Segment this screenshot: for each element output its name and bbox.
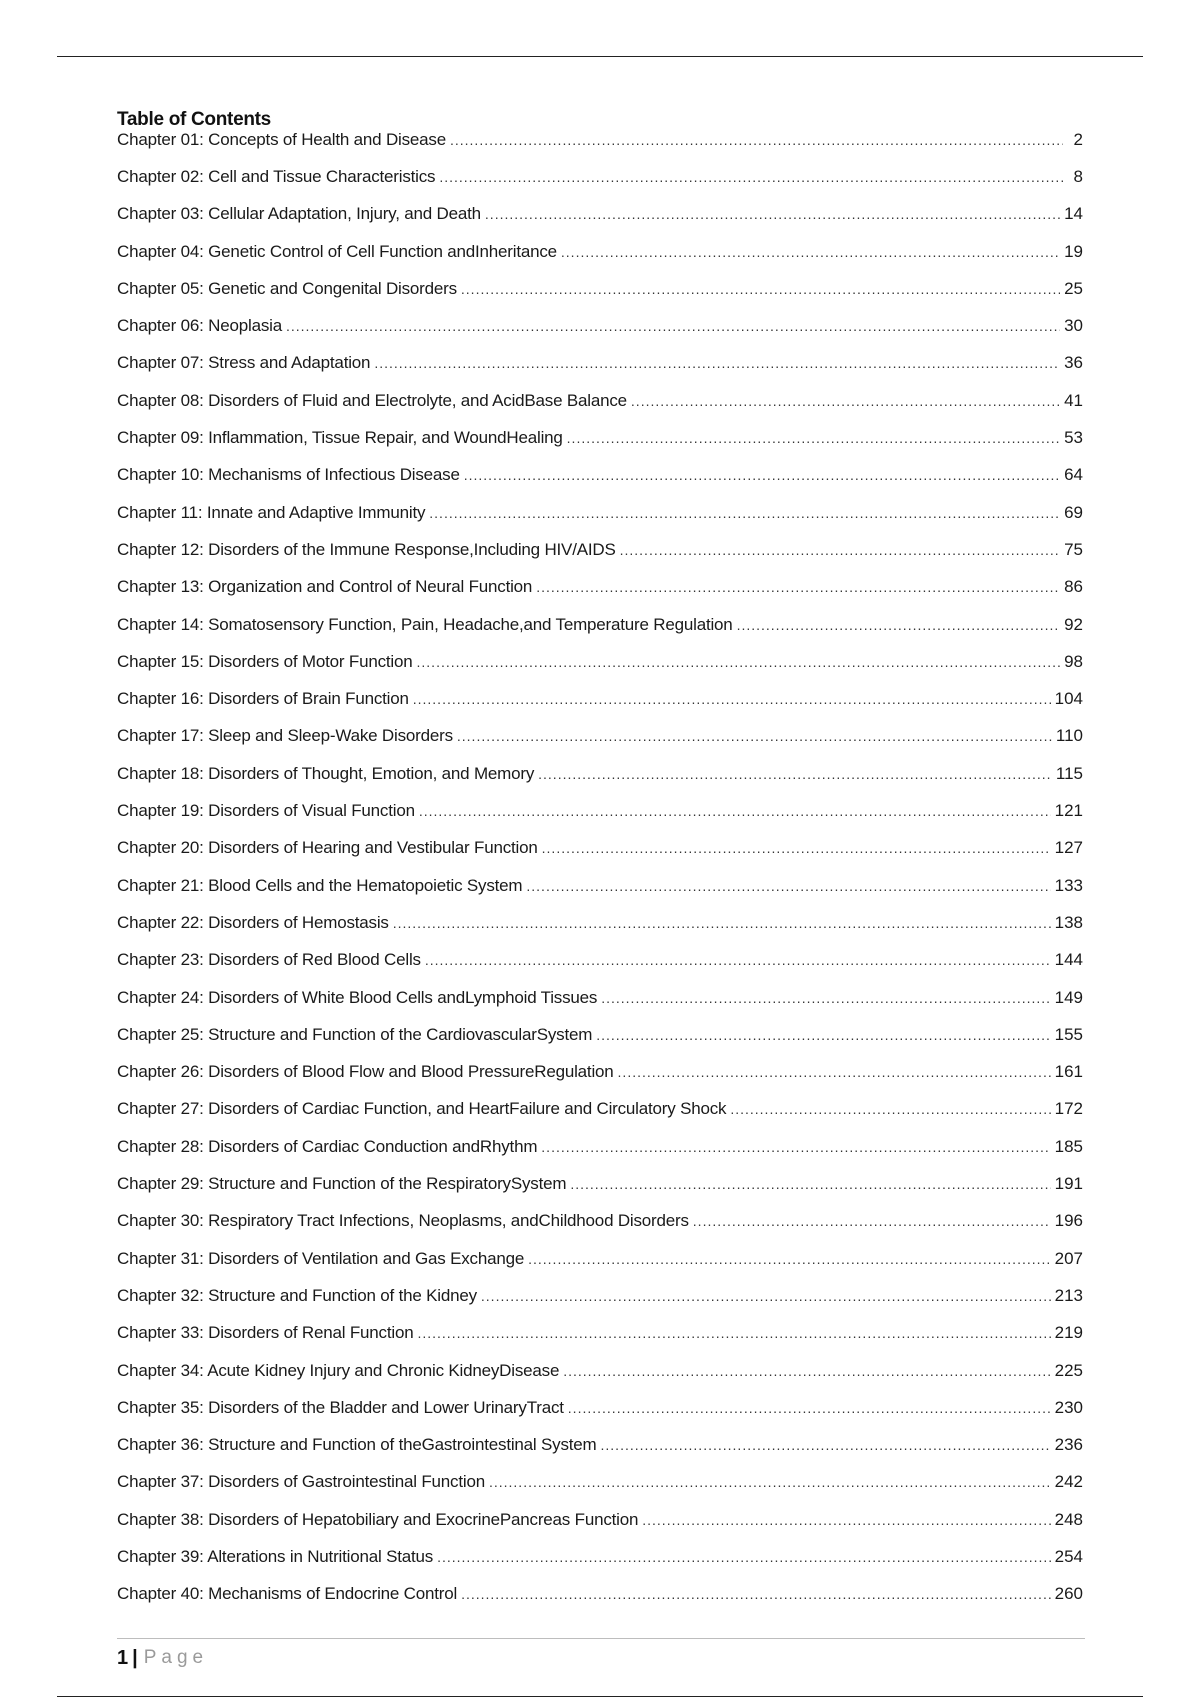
toc-entry[interactable] xyxy=(117,1361,1083,1398)
toc-entry-label: Chapter 36: Structure and Function of theGastrointestinal System xyxy=(117,1435,597,1455)
toc-entry[interactable] xyxy=(117,876,1083,913)
toc-entry-label: Chapter 06: Neoplasia xyxy=(117,316,282,336)
toc-dot-leader xyxy=(528,1249,1051,1269)
toc-entry-page: 14 xyxy=(1064,204,1083,224)
toc-entry[interactable] xyxy=(117,279,1083,316)
toc-entry-page: 161 xyxy=(1054,1062,1083,1082)
toc-dot-leader xyxy=(601,1435,1051,1455)
toc-entry-page: 121 xyxy=(1054,801,1083,821)
page-number: 1 xyxy=(117,1647,129,1669)
toc-entry-label: Chapter 19: Disorders of Visual Function xyxy=(117,801,415,821)
toc-dot-leader xyxy=(568,1398,1051,1418)
page-word: Page xyxy=(143,1647,209,1668)
toc-dot-leader xyxy=(450,130,1063,150)
toc-entry-label: Chapter 13: Organization and Control of Neural Function xyxy=(117,577,533,597)
toc-dot-leader xyxy=(596,1025,1050,1045)
toc-entry-label: Chapter 24: Disorders of White Blood Cells andLymphoid Tissues xyxy=(117,987,598,1007)
footer-rule xyxy=(117,1638,1085,1639)
toc-entry-page: 127 xyxy=(1054,838,1083,858)
toc-entry[interactable] xyxy=(117,764,1083,801)
toc-dot-leader xyxy=(642,1510,1050,1530)
toc-entry-label: Chapter 25: Structure and Function of the CardiovascularSystem xyxy=(117,1024,593,1044)
toc-entry[interactable] xyxy=(117,689,1083,726)
toc-entry-label: Chapter 17: Sleep and Sleep-Wake Disorders xyxy=(117,726,453,746)
toc-dot-leader xyxy=(730,1099,1050,1119)
toc-entry-page: 230 xyxy=(1054,1397,1083,1417)
toc-dot-leader xyxy=(374,353,1060,373)
toc-entry-label: Chapter 33: Disorders of Renal Function xyxy=(117,1323,414,1343)
toc-entry-label: Chapter 02: Cell and Tissue Characteristics xyxy=(117,167,436,186)
toc-dot-leader xyxy=(417,652,1061,672)
toc-entry[interactable] xyxy=(117,1584,1083,1621)
toc-entry[interactable] xyxy=(117,353,1083,390)
toc-entry[interactable] xyxy=(117,465,1083,502)
toc-entry[interactable] xyxy=(117,726,1083,763)
toc-entry-label: Chapter 21: Blood Cells and the Hematopoietic System xyxy=(117,875,523,895)
toc-entry-page: 144 xyxy=(1054,950,1083,970)
toc-entry-page: 92 xyxy=(1064,614,1083,634)
toc-entry[interactable] xyxy=(117,1062,1083,1099)
toc-entry-label: Chapter 35: Disorders of the Bladder and Lower UrinaryTract xyxy=(117,1397,564,1417)
toc-entry-label: Chapter 15: Disorders of Motor Function xyxy=(117,651,413,671)
toc-entry-label: Chapter 34: Acute Kidney Injury and Chronic KidneyDisease xyxy=(117,1360,560,1380)
toc-entry-page: 19 xyxy=(1064,241,1083,261)
toc-entry-label: Chapter 07: Stress and Adaptation xyxy=(117,353,371,373)
toc-entry-page: 191 xyxy=(1054,1174,1083,1194)
toc-entry[interactable] xyxy=(117,1174,1083,1211)
toc-dot-leader xyxy=(631,391,1060,411)
toc-entry[interactable] xyxy=(117,204,1083,241)
bottom-rule xyxy=(57,1696,1143,1697)
toc-entry-page: 8 xyxy=(1073,167,1083,186)
toc-entry[interactable] xyxy=(117,242,1083,279)
toc-entry-page: 219 xyxy=(1054,1323,1083,1343)
toc-entry[interactable] xyxy=(117,316,1083,353)
toc-entry-page: 41 xyxy=(1064,390,1083,410)
toc-entry-page: 115 xyxy=(1055,763,1083,783)
toc-entry[interactable] xyxy=(117,1286,1083,1323)
toc-entry[interactable] xyxy=(117,1398,1083,1435)
toc-dot-leader xyxy=(620,540,1060,560)
toc-entry-page: 149 xyxy=(1054,987,1083,1007)
toc-entry-label: Chapter 39: Alterations in Nutritional Status xyxy=(117,1546,434,1566)
toc-entry-label: Chapter 40: Mechanisms of Endocrine Control xyxy=(117,1584,458,1604)
toc-dot-leader xyxy=(536,577,1060,597)
toc-dot-leader xyxy=(538,764,1052,784)
toc-dot-leader xyxy=(541,1137,1050,1157)
toc-entry-page: 155 xyxy=(1054,1024,1083,1044)
toc-entry-label: Chapter 08: Disorders of Fluid and Electrolyte, and AcidBase Balance xyxy=(117,390,627,410)
toc-dot-leader xyxy=(286,316,1060,336)
toc-title: Table of Contents xyxy=(117,109,271,130)
toc-entry[interactable] xyxy=(117,950,1083,987)
toc-dot-leader xyxy=(439,167,1063,187)
toc-entry-label: Chapter 14: Somatosensory Function, Pain, Headache,and Temperature Regulation xyxy=(117,614,733,634)
toc-dot-leader xyxy=(737,615,1061,635)
toc-entry[interactable] xyxy=(117,1099,1083,1136)
toc-entry-label: Chapter 04: Genetic Control of Cell Function andInheritance xyxy=(117,241,557,261)
toc-entry-label: Chapter 26: Disorders of Blood Flow and Blood PressureRegulation xyxy=(117,1062,614,1082)
toc-entry-page: 2 xyxy=(1073,130,1083,149)
header-rule xyxy=(57,56,1143,57)
toc-entry[interactable] xyxy=(117,1249,1083,1286)
toc-entry-label: Chapter 18: Disorders of Thought, Emotion, and Memory xyxy=(117,763,535,783)
toc-entry[interactable] xyxy=(117,1137,1083,1174)
toc-entry[interactable] xyxy=(117,1547,1083,1584)
toc-dot-leader xyxy=(425,950,1051,970)
toc-dot-leader xyxy=(618,1062,1051,1082)
toc-entry-page: 225 xyxy=(1054,1360,1083,1380)
toc-entry-page: 75 xyxy=(1064,539,1083,559)
toc-entry-page: 207 xyxy=(1054,1248,1083,1268)
toc-dot-leader xyxy=(457,726,1052,746)
toc-entry-page: 213 xyxy=(1054,1285,1083,1305)
toc-entry-label: Chapter 22: Disorders of Hemostasis xyxy=(117,912,389,932)
toc-entry-label: Chapter 38: Disorders of Hepatobiliary and ExocrinePancreas Function xyxy=(117,1509,639,1529)
toc-entry-label: Chapter 16: Disorders of Brain Function xyxy=(117,689,409,709)
toc-entry-page: 30 xyxy=(1064,316,1083,336)
toc-entry[interactable] xyxy=(117,1435,1083,1472)
toc-entry-label: Chapter 32: Structure and Function of the Kidney xyxy=(117,1285,477,1305)
toc-dot-leader xyxy=(464,465,1060,485)
toc-entry-page: 53 xyxy=(1064,428,1083,448)
toc-entry-label: Chapter 12: Disorders of the Immune Response,Including HIV/AIDS xyxy=(117,539,616,559)
toc-entry-label: Chapter 30: Respiratory Tract Infections, Neoplasms, andChildhood Disorders xyxy=(117,1211,689,1231)
toc-entry[interactable] xyxy=(117,503,1083,540)
toc-entry[interactable] xyxy=(117,801,1083,838)
toc-entry[interactable] xyxy=(117,1025,1083,1062)
toc-dot-leader xyxy=(481,1286,1051,1306)
toc-entry-page: 242 xyxy=(1054,1472,1083,1492)
toc-dot-leader xyxy=(693,1211,1051,1231)
toc-dot-leader xyxy=(601,988,1050,1008)
toc-entry-page: 104 xyxy=(1054,689,1083,709)
toc-entry[interactable] xyxy=(117,652,1083,689)
toc-entry-page: 254 xyxy=(1054,1546,1083,1566)
toc-entry-page: 69 xyxy=(1064,502,1083,522)
toc-dot-leader xyxy=(419,801,1051,821)
toc-entry[interactable] xyxy=(117,615,1083,652)
toc-entry[interactable] xyxy=(117,1472,1083,1509)
toc-entry-label: Chapter 29: Structure and Function of the RespiratorySystem xyxy=(117,1174,567,1194)
toc-dot-leader xyxy=(393,913,1051,933)
toc-entry-label: Chapter 03: Cellular Adaptation, Injury, and Death xyxy=(117,204,481,224)
toc-entry-label: Chapter 37: Disorders of Gastrointestinal Function xyxy=(117,1472,485,1492)
toc-entry-label: Chapter 28: Disorders of Cardiac Conduction andRhythm xyxy=(117,1136,538,1156)
toc-entry-label: Chapter 31: Disorders of Ventilation and Gas Exchange xyxy=(117,1248,525,1268)
toc-dot-leader xyxy=(489,1472,1051,1492)
toc-dot-leader xyxy=(570,1174,1050,1194)
toc-entry-page: 25 xyxy=(1064,278,1083,298)
toc-entry[interactable] xyxy=(117,1323,1083,1360)
toc-dot-leader xyxy=(413,689,1051,709)
footer-separator: | xyxy=(132,1647,138,1669)
toc-entry[interactable] xyxy=(117,130,1083,167)
toc-entry-page: 196 xyxy=(1054,1211,1083,1231)
toc-dot-leader xyxy=(526,876,1050,896)
toc-entry[interactable] xyxy=(117,838,1083,875)
toc-dot-leader xyxy=(461,1584,1051,1604)
toc-entry-label: Chapter 01: Concepts of Health and Disease xyxy=(117,130,446,149)
toc-entry-page: 133 xyxy=(1054,875,1083,895)
toc-entry-page: 64 xyxy=(1064,465,1083,485)
toc-dot-leader xyxy=(461,279,1060,299)
toc-dot-leader xyxy=(567,428,1060,448)
toc-dot-leader xyxy=(437,1547,1051,1567)
toc-entry-label: Chapter 05: Genetic and Congenital Disorders xyxy=(117,278,457,298)
toc-entry-page: 36 xyxy=(1064,353,1083,373)
toc-entry-page: 172 xyxy=(1054,1099,1083,1119)
toc-entry-page: 236 xyxy=(1054,1435,1083,1455)
toc-entry-page: 248 xyxy=(1054,1509,1083,1529)
toc-dot-leader xyxy=(429,503,1060,523)
toc-entry-page: 138 xyxy=(1054,912,1083,932)
toc-entry[interactable] xyxy=(117,577,1083,614)
toc-dot-leader xyxy=(417,1323,1050,1343)
toc-entry-label: Chapter 10: Mechanisms of Infectious Disease xyxy=(117,465,460,485)
toc-dot-leader xyxy=(485,204,1060,224)
toc-entry-page: 185 xyxy=(1054,1136,1083,1156)
toc-entry[interactable] xyxy=(117,913,1083,950)
toc-entry-label: Chapter 23: Disorders of Red Blood Cells xyxy=(117,950,421,970)
table-of-contents xyxy=(117,107,1083,1622)
toc-entry-page: 86 xyxy=(1064,577,1083,597)
toc-entry-label: Chapter 20: Disorders of Hearing and Vestibular Function xyxy=(117,838,538,858)
toc-entry[interactable] xyxy=(117,428,1083,465)
toc-dot-leader xyxy=(563,1361,1050,1381)
toc-entry[interactable] xyxy=(117,540,1083,577)
toc-entry-page: 260 xyxy=(1054,1584,1083,1604)
toc-entry-label: Chapter 11: Innate and Adaptive Immunity xyxy=(117,502,426,522)
toc-entry[interactable] xyxy=(117,1211,1083,1248)
toc-dot-leader xyxy=(542,838,1051,858)
toc-entry-label: Chapter 09: Inflammation, Tissue Repair, and WoundHealing xyxy=(117,428,563,448)
toc-list xyxy=(117,130,1083,1622)
toc-entry[interactable] xyxy=(117,1510,1083,1547)
toc-entry-page: 98 xyxy=(1064,651,1083,671)
toc-entry-page: 110 xyxy=(1055,726,1083,746)
toc-entry-label: Chapter 27: Disorders of Cardiac Function, and HeartFailure and Circulatory Shock xyxy=(117,1099,727,1119)
toc-dot-leader xyxy=(561,242,1060,262)
page-footer xyxy=(117,1645,208,1671)
toc-entry[interactable] xyxy=(117,391,1083,428)
toc-entry[interactable] xyxy=(117,988,1083,1025)
toc-entry[interactable] xyxy=(117,167,1083,204)
